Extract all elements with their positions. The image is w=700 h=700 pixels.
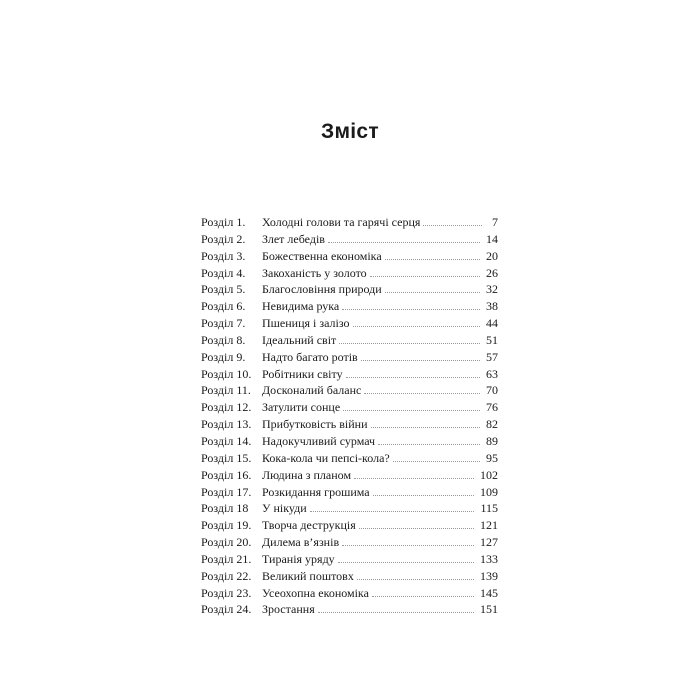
chapter-title: У нікуди [262,501,307,516]
toc-entry [201,416,498,433]
chapter-number: Розділ 9. [201,349,246,364]
chapter-number: Розділ 3. [201,248,246,263]
page-number: 70 [486,383,498,398]
chapter-title: Ідеальний світ [262,332,337,347]
chapter-title: Пшениця і залізо [262,316,350,331]
chapter-number: Розділ 17. [201,484,252,499]
toc-entry [201,551,498,568]
dot-leader [343,410,480,411]
toc-entry [201,265,498,282]
chapter-number: Розділ 4. [201,265,246,280]
chapter-number: Розділ 16. [201,467,252,482]
dot-leader [370,276,480,277]
toc-entry [201,298,498,315]
page-number: 63 [486,366,498,381]
page-number: 95 [486,450,498,465]
chapter-number: Розділ 14. [201,433,252,448]
chapter-title: Творча деструкція [262,518,356,533]
page-number: 133 [480,551,498,566]
dot-leader [342,309,480,310]
chapter-title: Холодні голови та гарячі серця [262,215,421,229]
page-number: 139 [480,568,498,583]
toc-entry [201,517,498,534]
page-number: 121 [480,518,498,533]
page-number: 14 [486,231,498,246]
chapter-number: Розділ 23. [201,585,252,600]
toc-entry [201,568,498,585]
chapter-number: Розділ 10. [201,366,252,381]
page-number: 57 [486,349,498,364]
chapter-number: Розділ 2. [201,231,246,246]
dot-leader [339,343,480,344]
chapter-number: Розділ 7. [201,316,246,331]
toc-entry [201,281,498,298]
dot-leader [359,528,474,529]
page-number: 151 [480,602,498,617]
chapter-title: Розкидання грошима [262,484,370,499]
page-title: Зміст [321,120,379,143]
dot-leader [354,478,474,479]
page-number: 115 [480,501,498,516]
toc-entry [201,332,498,349]
chapter-title: Прибутковість війни [262,417,368,432]
page-number: 26 [486,265,498,280]
chapter-number: Розділ 8. [201,332,246,347]
dot-leader [328,242,480,243]
chapter-title: Благословіння природи [262,282,382,297]
table-of-contents [201,214,498,618]
chapter-title: Тиранія уряду [262,551,335,566]
dot-leader [357,579,474,580]
toc-entry [201,500,498,517]
dot-leader [353,326,480,327]
chapter-number: Розділ 15. [201,450,252,465]
page-number: 89 [486,433,498,448]
chapter-title: Робітники світу [262,366,343,381]
chapter-title: Зростання [262,602,315,617]
chapter-number: Розділ 11. [201,383,251,398]
chapter-number: Розділ 19. [201,518,252,533]
dot-leader [342,545,474,546]
dot-leader [318,612,474,613]
chapter-number: Розділ 12. [201,400,252,415]
toc-entry [201,585,498,602]
chapter-title: Надокучливий сурмач [262,433,376,448]
chapter-title: Людина з планом [262,467,352,482]
dot-leader [338,562,474,563]
chapter-title: Божественна економіка [262,248,382,263]
toc-entry [201,214,498,231]
toc-entry [201,467,498,484]
toc-entry [201,399,498,416]
chapter-title: Затулити сонце [262,400,341,415]
chapter-number: Розділ 20. [201,535,252,550]
dot-leader [393,461,480,462]
chapter-number: Розділ 1. [201,215,246,229]
toc-entry [201,601,498,618]
chapter-title: Надто багато ротів [262,349,358,364]
dot-leader [310,511,475,512]
chapter-number: Розділ 13. [201,417,252,432]
dot-leader [361,360,480,361]
dot-leader [371,427,480,428]
page-number: 109 [480,484,498,499]
dot-leader [378,444,480,445]
dot-leader [346,377,480,378]
toc-entry [201,484,498,501]
dot-leader [423,225,482,226]
page-number: 32 [486,282,498,297]
toc-entry [201,433,498,450]
toc-entry [201,248,498,265]
page-number: 20 [486,248,498,263]
dot-leader [385,259,480,260]
toc-entry [201,450,498,467]
chapter-title: Кока-кола чи пепсі-кола? [262,450,390,465]
chapter-title: Досконалий баланс [262,383,362,398]
chapter-number: Розділ 21. [201,551,252,566]
page-number: 76 [486,400,498,415]
dot-leader [373,495,474,496]
chapter-title: Дилема в’язнів [262,535,340,550]
toc-entry [201,349,498,366]
toc-entry [201,534,498,551]
page-number: 82 [486,417,498,432]
page-number: 7 [492,215,498,229]
chapter-number: Розділ 18 [201,501,249,516]
dot-leader [364,393,480,394]
chapter-title: Невидима рука [262,299,340,314]
page-number: 38 [486,299,498,314]
toc-entry [201,231,498,248]
toc-entry [201,366,498,383]
chapter-number: Розділ 5. [201,282,246,297]
page-number: 44 [486,316,498,331]
dot-leader [385,292,480,293]
toc-entry [201,315,498,332]
chapter-number: Розділ 6. [201,299,246,314]
chapter-title: Злет лебедів [262,231,325,246]
chapter-number: Розділ 24. [201,602,252,617]
dot-leader [372,596,474,597]
page-number: 51 [486,332,498,347]
page-number: 102 [480,467,498,482]
toc-entry [201,382,498,399]
page-number: 145 [480,585,498,600]
chapter-title: Закоханість у золото [262,265,367,280]
chapter-title: Усеохопна економіка [262,585,369,600]
chapter-title: Великий поштовх [262,568,354,583]
chapter-number: Розділ 22. [201,568,252,583]
page-number: 127 [480,535,498,550]
